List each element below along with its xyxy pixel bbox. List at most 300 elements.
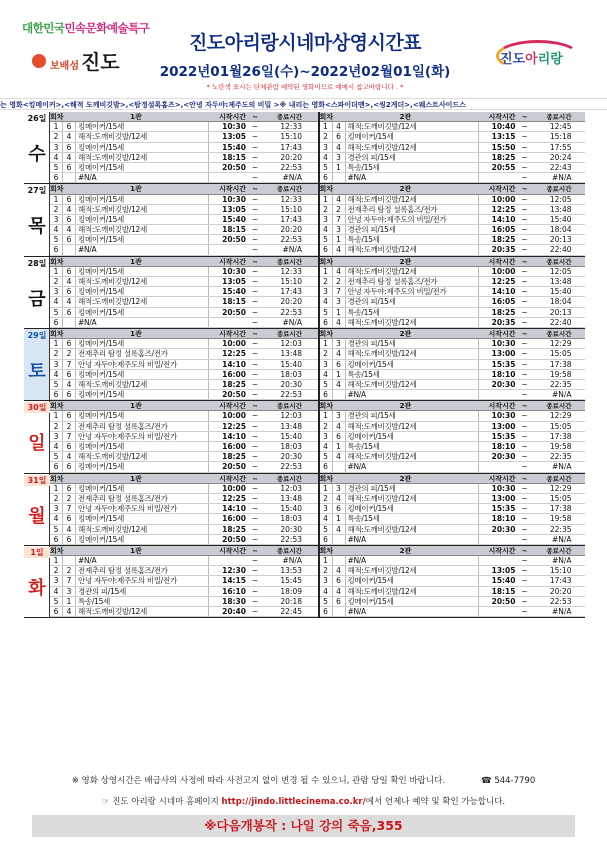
- start-time: 12:30: [222, 566, 246, 576]
- end-time-header: 종료시간: [276, 474, 302, 483]
- tilde: ~: [251, 287, 259, 297]
- movie-title: 해적:도깨비깃발/12세: [346, 525, 479, 534]
- round-number: 6: [320, 535, 333, 544]
- movie-title: #N/A: [76, 556, 209, 565]
- tilde: ~: [251, 359, 259, 369]
- hall-header-row: [50, 184, 318, 194]
- start-time: 10:30: [222, 194, 246, 204]
- end-time: #N/A: [282, 556, 302, 566]
- tilde: ~: [521, 266, 528, 276]
- screening-row: [320, 597, 586, 607]
- screen-code: 7: [63, 360, 76, 369]
- end-time: 15:10: [280, 204, 302, 214]
- screen-code: 6: [63, 484, 76, 493]
- screening-row: [320, 267, 586, 277]
- start-time: 15:40: [491, 576, 516, 586]
- tilde: ~: [521, 411, 528, 421]
- round-number: 1: [50, 556, 63, 565]
- screen-code: 2: [63, 566, 76, 575]
- hall-header-row: [320, 401, 586, 411]
- movie-title: 해적:도깨비깃발/12세: [76, 277, 209, 286]
- movie-title: 해적:도깨비깃발/12세: [76, 132, 209, 141]
- round-number: 3: [320, 287, 333, 296]
- movie-title: #N/A: [76, 173, 209, 182]
- round-number: 1: [50, 484, 63, 493]
- start-time: 14:10: [491, 214, 516, 224]
- start-time: 15:50: [491, 142, 516, 152]
- day-date: 27일: [27, 186, 47, 196]
- tilde: ~: [251, 235, 259, 245]
- tilde: ~: [251, 421, 259, 431]
- tilde: ~: [521, 329, 528, 338]
- screen-code: 4: [63, 225, 76, 234]
- screening-row: [320, 380, 586, 390]
- tilde: ~: [521, 185, 528, 194]
- tilde: ~: [521, 504, 528, 514]
- screen-code: 4: [333, 122, 346, 131]
- screen-code: [333, 535, 346, 544]
- screen-code: [333, 462, 346, 471]
- hall2-schedule: [318, 112, 586, 183]
- end-time: #N/A: [551, 462, 572, 472]
- round-number: 5: [320, 452, 333, 461]
- screen-code: 1: [333, 442, 346, 451]
- start-time: 20:40: [222, 607, 246, 616]
- end-time: 15:40: [549, 287, 572, 297]
- tilde: ~: [251, 534, 259, 544]
- movie-title: #N/A: [346, 607, 479, 616]
- screen-code: 7: [333, 215, 346, 224]
- end-time: 20:20: [280, 152, 302, 162]
- hall-header-row: [320, 112, 586, 122]
- hall-header-row: [320, 184, 586, 194]
- logo-left-line1: 대한민국민속문화예술특구: [22, 21, 150, 35]
- round-number: 1: [320, 195, 333, 204]
- movie-title: 해적:도깨비깃발/12세: [346, 267, 479, 276]
- day-block: [24, 546, 585, 618]
- screening-row: [320, 525, 586, 535]
- screen-code: 6: [63, 215, 76, 224]
- screen-code: 4: [63, 452, 76, 461]
- start-time-header: 시작시간: [488, 402, 516, 411]
- start-time: 18:25: [491, 307, 516, 317]
- movie-title: 해적:도깨비깃발/12세: [76, 525, 209, 534]
- screening-row: [320, 205, 586, 215]
- start-time: 18:10: [491, 369, 516, 379]
- screen-code: 2: [63, 422, 76, 431]
- movie-title: 킹메이커/15세: [76, 370, 209, 379]
- start-time: 20:50: [222, 307, 246, 317]
- movie-title: 경관의 피/15세: [76, 587, 209, 596]
- start-time: 15:35: [491, 504, 516, 514]
- start-time: 20:30: [491, 379, 516, 389]
- start-time-header: 시작시간: [218, 185, 246, 194]
- screen-code: 3: [333, 297, 346, 306]
- end-time: 22:53: [280, 235, 302, 245]
- tilde: ~: [521, 194, 528, 204]
- movie-title: 경관의 피/15세: [346, 297, 479, 306]
- movie-title: 경관의 피/15세: [346, 225, 479, 234]
- screen-code: 6: [63, 287, 76, 296]
- round-header: 회차: [319, 546, 334, 555]
- tilde: ~: [521, 359, 528, 369]
- screen-code: 4: [63, 525, 76, 534]
- end-time: 13:53: [280, 566, 302, 576]
- start-time: 18:10: [491, 514, 516, 524]
- tilde: ~: [251, 225, 259, 235]
- screen-code: 4: [333, 195, 346, 204]
- end-time: 15:10: [280, 277, 302, 286]
- tilde: ~: [251, 349, 259, 359]
- start-time: 12:25: [222, 349, 246, 359]
- end-time: 17:43: [280, 142, 302, 152]
- movie-title: 해적:도깨비깃발/12세: [76, 607, 209, 616]
- tilde: ~: [251, 586, 259, 596]
- tilde: ~: [251, 390, 259, 400]
- start-time-header: 시작시간: [218, 113, 246, 121]
- start-time-header: 시작시간: [488, 113, 516, 121]
- homepage-link[interactable]: http://jindo.littlecinema.co.kr/: [221, 797, 366, 807]
- start-time: 16:00: [222, 442, 246, 451]
- hall-name-header: 2관: [399, 402, 412, 411]
- end-time: 15:40: [280, 504, 302, 514]
- round-header: 회차: [50, 329, 64, 338]
- screen-code: 3: [333, 484, 346, 493]
- hall-name-header: 1관: [130, 257, 142, 266]
- end-time: 15:05: [549, 493, 572, 503]
- movie-title: 특송/15세: [76, 597, 209, 606]
- screen-code: 3: [333, 339, 346, 348]
- round-number: 2: [320, 349, 333, 358]
- round-header: 회차: [319, 474, 334, 483]
- screening-row: [320, 318, 586, 328]
- round-number: 6: [320, 607, 333, 616]
- start-time: 16:00: [222, 514, 246, 524]
- start-time: 20:50: [222, 462, 246, 472]
- round-number: 1: [50, 339, 63, 348]
- day-of-week: 토: [28, 361, 46, 383]
- screen-code: 4: [63, 132, 76, 141]
- start-time: 10:00: [222, 339, 246, 349]
- end-time-header: 종료시간: [546, 546, 572, 555]
- movie-title: 해적:도깨비깃발/12세: [346, 195, 479, 204]
- tilde: ~: [251, 493, 259, 503]
- screening-row: [320, 349, 586, 359]
- screen-code: [63, 173, 76, 182]
- movie-title: 해적:도깨비깃발/12세: [346, 452, 479, 461]
- end-time: 20:20: [280, 297, 302, 307]
- screen-code: 6: [333, 597, 346, 606]
- movie-title: 해적:도깨비깃발/12세: [346, 422, 479, 431]
- day-date: 29일: [27, 330, 47, 340]
- round-number: 2: [320, 277, 333, 286]
- tilde: ~: [521, 287, 528, 297]
- tilde: ~: [521, 514, 528, 524]
- hall2-schedule: [318, 329, 586, 400]
- round-number: 2: [320, 132, 333, 141]
- screen-code: 3: [333, 411, 346, 420]
- hall-name-header: 1관: [130, 329, 142, 338]
- movie-title: 킹메이커/15세: [76, 287, 209, 296]
- movie-title: 안녕 자두야:제주도의 비밀/전가: [76, 576, 209, 585]
- group-booking-notice: * 노란색 표시는 단체관람 예약된 영화이므로 예매시 참고바랍니다 . *: [206, 83, 404, 91]
- screening-row: [50, 597, 318, 607]
- movie-title: #N/A: [346, 462, 479, 471]
- tilde: ~: [251, 142, 259, 152]
- round-number: 4: [320, 153, 333, 162]
- day-of-week: 금: [28, 288, 46, 310]
- tilde: ~: [521, 257, 528, 266]
- round-number: 1: [320, 411, 333, 420]
- movie-title: 킹메이커/15세: [346, 597, 479, 606]
- screening-row: [320, 462, 586, 472]
- movie-title: 킹메이커/15세: [346, 360, 479, 369]
- end-time: 18:03: [280, 369, 302, 379]
- day-label: [24, 474, 50, 545]
- end-time: 20:20: [549, 586, 572, 596]
- end-time: 15:40: [280, 359, 302, 369]
- hall-name-header: 1관: [130, 402, 142, 411]
- movie-title: 해적:도깨비깃발/12세: [76, 452, 209, 461]
- end-time: #N/A: [551, 173, 572, 183]
- movie-title: 킹메이커/15세: [76, 143, 209, 152]
- tilde: ~: [251, 173, 259, 183]
- start-time: 15:35: [491, 431, 516, 441]
- end-time: 12:29: [549, 339, 572, 349]
- start-time: 15:40: [222, 214, 246, 224]
- movie-title: 킹메이커/15세: [346, 504, 479, 513]
- jindo-arirang-logo: 진도아리랑: [494, 36, 586, 76]
- round-number: 3: [50, 576, 63, 585]
- screening-row: [50, 587, 318, 597]
- movie-title: 안녕 자두야:제주도의 비밀/전가: [76, 432, 209, 441]
- end-time: 22:43: [549, 162, 572, 172]
- screening-row: [50, 122, 318, 132]
- tilde: ~: [252, 546, 258, 555]
- tilde: ~: [251, 307, 259, 317]
- end-time: 12:05: [549, 266, 572, 276]
- tilde: ~: [521, 483, 528, 493]
- start-time: 18:25: [222, 524, 246, 534]
- round-number: 4: [320, 514, 333, 523]
- header: [0, 0, 607, 96]
- round-number: 2: [320, 422, 333, 431]
- start-time-header: 시작시간: [488, 329, 516, 338]
- start-time: 10:30: [491, 483, 516, 493]
- start-time: 10:30: [491, 411, 516, 421]
- now-showing-ticker: 는 영화<킹메이커>,<해적 도깨비깃발>,<탐정설록홈즈>,<안녕 자두야:제주도의 비밀 >※ 내리는 영화<스파이더맨>,<씽2게더>,<웨스트사이드스: [0, 98, 607, 110]
- screening-row: [50, 277, 318, 287]
- movie-title: 경관의 피/15세: [346, 339, 479, 348]
- hall-header-row: [320, 257, 586, 267]
- start-time: 14:10: [222, 359, 246, 369]
- hall1-schedule: [50, 546, 318, 617]
- screen-code: 2: [63, 349, 76, 358]
- tilde: ~: [252, 257, 258, 266]
- end-time: 12:29: [549, 411, 572, 421]
- screening-row: [320, 535, 586, 545]
- screen-code: 6: [63, 339, 76, 348]
- round-number: 2: [50, 132, 63, 141]
- screen-code: 4: [333, 318, 346, 327]
- phone-number: ☎ 544-7790: [481, 776, 536, 786]
- start-time: 20:35: [491, 317, 516, 327]
- tilde: ~: [521, 317, 528, 327]
- screening-row: [320, 587, 586, 597]
- tilde: ~: [252, 474, 258, 483]
- screen-code: 6: [63, 143, 76, 152]
- movie-title: 전재추리 탐정 셜록홈즈/전가: [76, 566, 209, 575]
- screening-row: [320, 143, 586, 153]
- tilde: ~: [251, 607, 259, 616]
- start-time: 18:25: [491, 152, 516, 162]
- end-time: 18:03: [280, 442, 302, 451]
- tilde: ~: [521, 379, 528, 389]
- movie-title: #N/A: [346, 535, 479, 544]
- next-release-banner: ※다음개봉작 : 나일 강의 죽음,355: [32, 815, 575, 837]
- day-of-week: 일: [28, 433, 46, 455]
- tilde: ~: [251, 556, 259, 566]
- screen-code: 1: [333, 514, 346, 523]
- screening-row: [320, 370, 586, 380]
- screen-code: [63, 318, 76, 327]
- end-time: 17:43: [549, 576, 572, 586]
- start-time: 20:30: [491, 452, 516, 462]
- round-number: 6: [50, 318, 63, 327]
- end-time: 15:10: [549, 566, 572, 576]
- end-time: 17:43: [280, 287, 302, 297]
- screening-row: [50, 390, 318, 400]
- round-number: 3: [50, 143, 63, 152]
- round-number: 6: [320, 390, 333, 399]
- round-number: 4: [320, 442, 333, 451]
- hall-name-header: 1관: [130, 113, 142, 121]
- start-time-header: 시작시간: [488, 546, 516, 555]
- hall1-schedule: [50, 474, 318, 545]
- start-time: [479, 607, 519, 616]
- end-time: 13:48: [280, 493, 302, 503]
- movie-title: 킹메이커/15세: [76, 390, 209, 399]
- day-date: 31일: [24, 475, 50, 486]
- movie-title: 특송/15세: [346, 442, 479, 451]
- tilde: ~: [521, 474, 528, 483]
- screen-code: 4: [63, 297, 76, 306]
- tilde: ~: [251, 524, 259, 534]
- movie-title: 킹메이커/15세: [76, 308, 209, 317]
- round-number: 2: [320, 566, 333, 575]
- screening-row: [50, 607, 318, 617]
- start-time: 20:55: [491, 162, 516, 172]
- tilde: ~: [251, 379, 259, 389]
- round-header: 회차: [319, 257, 334, 266]
- hall-name-header: 1관: [130, 546, 142, 555]
- screening-row: [50, 462, 318, 472]
- movie-title: 킹메이커/15세: [76, 514, 209, 523]
- start-time: 13:00: [491, 493, 516, 503]
- tilde: ~: [251, 162, 259, 172]
- screening-row: [50, 308, 318, 318]
- round-number: 3: [320, 504, 333, 513]
- tilde: ~: [521, 162, 528, 172]
- tilde: ~: [251, 194, 259, 204]
- end-time-header: 종료시간: [276, 546, 302, 555]
- screening-row: [50, 411, 318, 421]
- round-number: 4: [50, 442, 63, 451]
- tilde: ~: [521, 442, 528, 451]
- screen-code: [63, 556, 76, 565]
- screening-row: [50, 339, 318, 349]
- movie-title: 경관의 피/15세: [346, 411, 479, 420]
- end-time: 20:20: [280, 225, 302, 235]
- screening-row: [50, 267, 318, 277]
- round-number: 5: [50, 452, 63, 461]
- end-time: 12:05: [549, 194, 572, 204]
- hall1-schedule: [50, 184, 318, 255]
- screening-row: [50, 318, 318, 328]
- screen-code: 6: [333, 360, 346, 369]
- screening-row: [50, 132, 318, 142]
- round-number: 3: [320, 143, 333, 152]
- screening-row: [320, 235, 586, 245]
- start-time: 10:00: [491, 194, 516, 204]
- start-time: 20:50: [491, 596, 516, 606]
- movie-title: 해적:도깨비깃발/12세: [346, 122, 479, 131]
- screen-code: 4: [333, 494, 346, 503]
- day-label: [24, 184, 50, 255]
- hall1-schedule: [50, 329, 318, 400]
- day-of-week: 수: [28, 144, 46, 166]
- screen-code: 1: [63, 597, 76, 606]
- end-time-header: 종료시간: [546, 113, 572, 121]
- screening-row: [320, 173, 586, 183]
- screening-row: [50, 525, 318, 535]
- tilde: ~: [521, 452, 528, 462]
- end-time-header: 종료시간: [276, 113, 302, 121]
- start-time: 18:10: [491, 442, 516, 451]
- screening-row: [50, 195, 318, 205]
- start-time: 20:50: [222, 162, 246, 172]
- screen-code: 6: [63, 195, 76, 204]
- start-time: 14:15: [222, 576, 246, 586]
- round-number: 2: [50, 205, 63, 214]
- screening-row: [50, 153, 318, 163]
- tilde: ~: [521, 596, 528, 606]
- start-time-header: 시작시간: [488, 257, 516, 266]
- screening-row: [50, 297, 318, 307]
- screen-code: 6: [63, 122, 76, 131]
- movie-title: 특송/15세: [346, 235, 479, 244]
- start-time: 20:50: [222, 235, 246, 245]
- screen-code: 6: [333, 132, 346, 141]
- start-time-header: 시작시간: [218, 329, 246, 338]
- round-header: 회차: [50, 257, 64, 266]
- day-label: [24, 112, 50, 183]
- screening-row: [50, 504, 318, 514]
- round-header: 회차: [319, 402, 334, 411]
- tilde: ~: [521, 556, 528, 566]
- screening-row: [320, 287, 586, 297]
- round-header: 회차: [319, 185, 334, 194]
- screen-code: 6: [63, 535, 76, 544]
- movie-title: 킹메이커/15세: [346, 132, 479, 141]
- screen-code: 1: [333, 308, 346, 317]
- footer-notice: ※ 영화 상영시간은 배급사의 사정에 따라 사전고지 없이 변경 될 수 있으니, 관람 당일 확인 바랍니다. ☎ 544-7790: [71, 776, 536, 786]
- page-title: 진도아리랑시네마상영시간표: [188, 32, 422, 54]
- end-time: 12:03: [280, 339, 302, 349]
- round-header: 회차: [50, 185, 64, 194]
- start-time-header: 시작시간: [488, 185, 516, 194]
- start-time: 12:25: [491, 204, 516, 214]
